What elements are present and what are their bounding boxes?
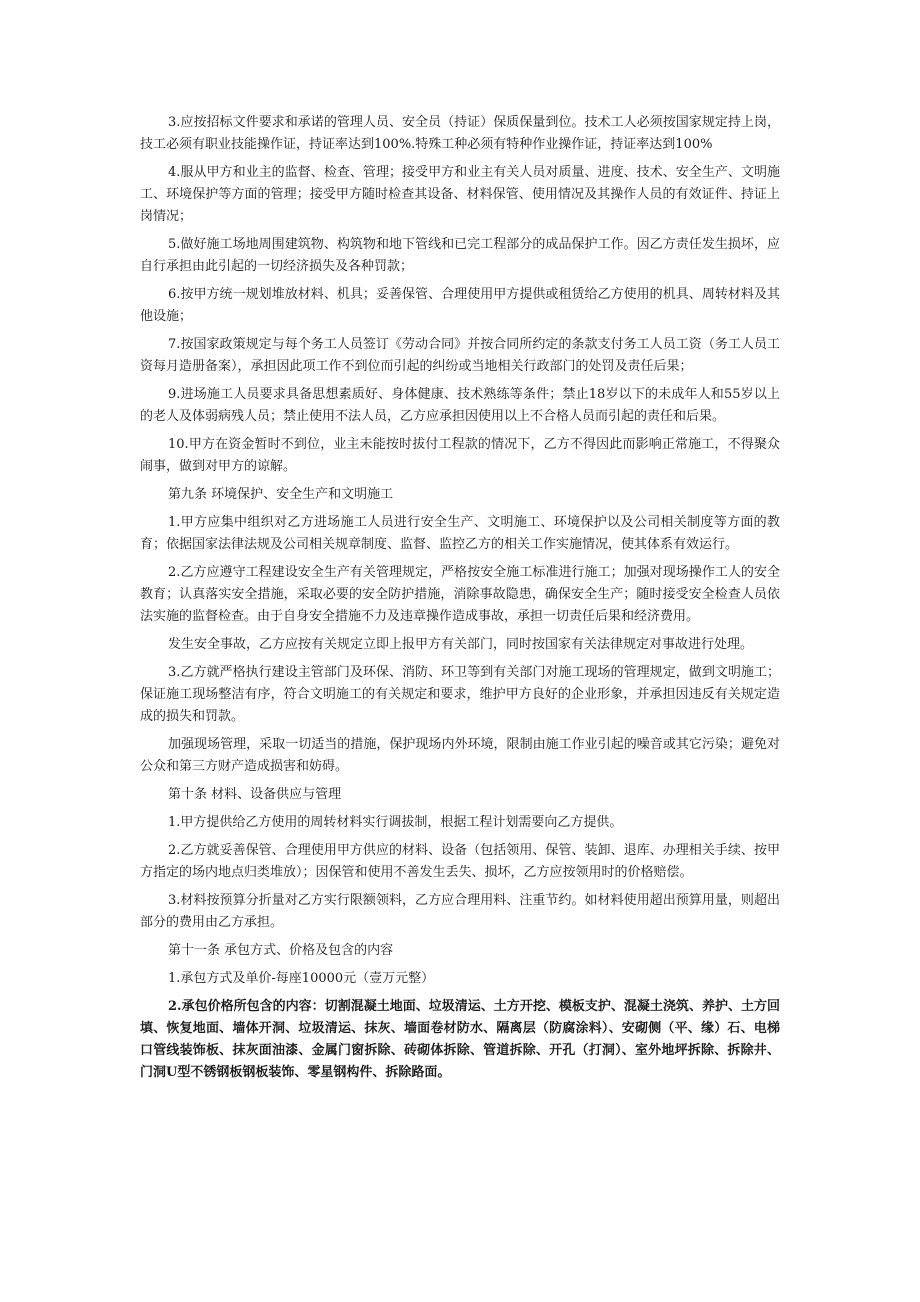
section-heading-article-11: 第十一条 承包方式、价格及包含的内容 [168,943,394,958]
paragraph-safety-regulations: 2.乙方应遵守工程建设安全生产有关管理规定，严格按安全施工标准进行施工；加强对现场操作工人的安全教育；认真落实安全措施，采取必要的安全防护措施，消除事故隐患，确保安全生产；随时接受安全检查人员依法实施的监督检查。由于自身安全措施不力及违章操作造成事故，承担一切责任后果和经济费用。 [140,565,780,624]
paragraph-material-storage: 6.按甲方统一规划堆放材料、机具；妥善保管、合理使用甲方提供或租赁给乙方使用的机具、周转材料及其他设施； [140,287,780,324]
paragraph-personnel-requirements: 9.进场施工人员要求具备思想素质好、身体健康、技术熟练等条件；禁止18岁以下的未成年人和55岁以上的老人及体弱病残人员；禁止使用不法人员，乙方应承担因使用以上不合格人员而引起的责任和后果。 [140,387,780,424]
section-heading-article-10: 第十条 材料、设备供应与管理 [168,787,342,802]
paragraph-staff-certification: 3.应按招标文件要求和承诺的管理人员、安全员（持证）保质保量到位。技术工人必须按国家规定持上岗，技工必须有职业技能操作证，持证率达到100%.特殊工种必须有特种作业操作证，持证率达到100% [140,115,780,152]
document-page [140,112,780,1090]
paragraph-accident-report: 发生安全事故，乙方应按有关规定立即上报甲方有关部门，同时按国家有关法律规定对事故进行处理。 [168,637,754,652]
paragraph-safety-education: 1.甲方应集中组织对乙方进场施工人员进行安全生产、文明施工、环境保护以及公司相关制度等方面的教育；依据国家法律法规及公司相关规章制度、监督、监控乙方的相关工作实施情况，使其体系有效运行。 [140,515,780,552]
paragraph-contract-price: 1.承包方式及单价-每座10000元（壹万元整） [168,971,435,986]
paragraph-material-quota: 3.材料按预算分折量对乙方实行限额领料，乙方应合理用料、注重节约。如材料使用超出预算用量，则超出部分的费用由乙方承担。 [140,893,780,930]
paragraph-product-protection: 5.做好施工场地周围建筑物、构筑物和地下管线和已完工程部分的成品保护工作。因乙方责任发生损坏，应自行承担由此引起的一切经济损失及各种罚款； [140,237,780,274]
paragraph-turnover-materials: 1.甲方提供给乙方使用的周转材料实行调拔制，根据工程计划需要向乙方提供。 [168,815,623,830]
paragraph-labor-contract: 7.按国家政策规定与每个务工人员签订《劳动合同》并按合同所约定的条款支付务工人员工资（务工人员工资每月造册备案），承担因此项工作不到位而引起的纠纷或当地相关行政部门的处罚及责任后果； [140,337,780,374]
paragraph-civilized-construction: 3.乙方就严格执行建设主管部门及环保、消防、环卫等到有关部门对施工现场的管理规定，做到文明施工；保证施工现场整洁有序，符合文明施工的有关规定和要求，维护甲方良好的企业形象，并承担因违反有关规定造成的损失和罚款。 [140,665,780,724]
paragraph-supervision: 4.服从甲方和业主的监督、检查、管理；接受甲方和业主有关人员对质量、进度、技术、安全生产、文明施工、环境保护等方面的管理；接受甲方随时检查其设备、材料保管、使用情况及其操作人员的有效证件、持证上岗情况； [140,165,780,224]
paragraph-funding-delay: 10.甲方在资金暂时不到位，业主未能按时拔付工程款的情况下，乙方不得因此而影响正常施工，不得聚众闹事，做到对甲方的谅解。 [140,437,780,474]
paragraph-price-contents: 2.承包价格所包含的内容：切割混凝土地面、垃圾清运、土方开挖、模板支护、混凝土浇筑、养护、土方回填、恢复地面、墙体开洞、垃圾清运、抹灰、墙面卷材防水、隔离层（防腐涂料）、安砌侧（平、缘）石、电梯口管线装饰板、抹灰面油漆、金属门窗拆除、砖砌体拆除、管道拆除、开孔（打洞）、室外地坪拆除、拆除井、门洞U型不锈钢板钢板装饰、零星钢构件、拆除路面。 [140,999,780,1080]
section-heading-article-9: 第九条 环境保护、安全生产和文明施工 [168,487,394,502]
paragraph-site-management: 加强现场管理，采取一切适当的措施，保护现场内外环境，限制由施工作业引起的噪音或其它污染；避免对公众和第三方财产造成损害和妨碍。 [140,737,780,774]
paragraph-material-custody: 2.乙方就妥善保管、合理使用甲方供应的材料、设备（包括领用、保管、装卸、退库、办理相关手续、按甲方指定的场内地点归类堆放）；因保管和使用不善发生丢失、损坏，乙方应按领用时的价格赔偿。 [140,843,780,880]
